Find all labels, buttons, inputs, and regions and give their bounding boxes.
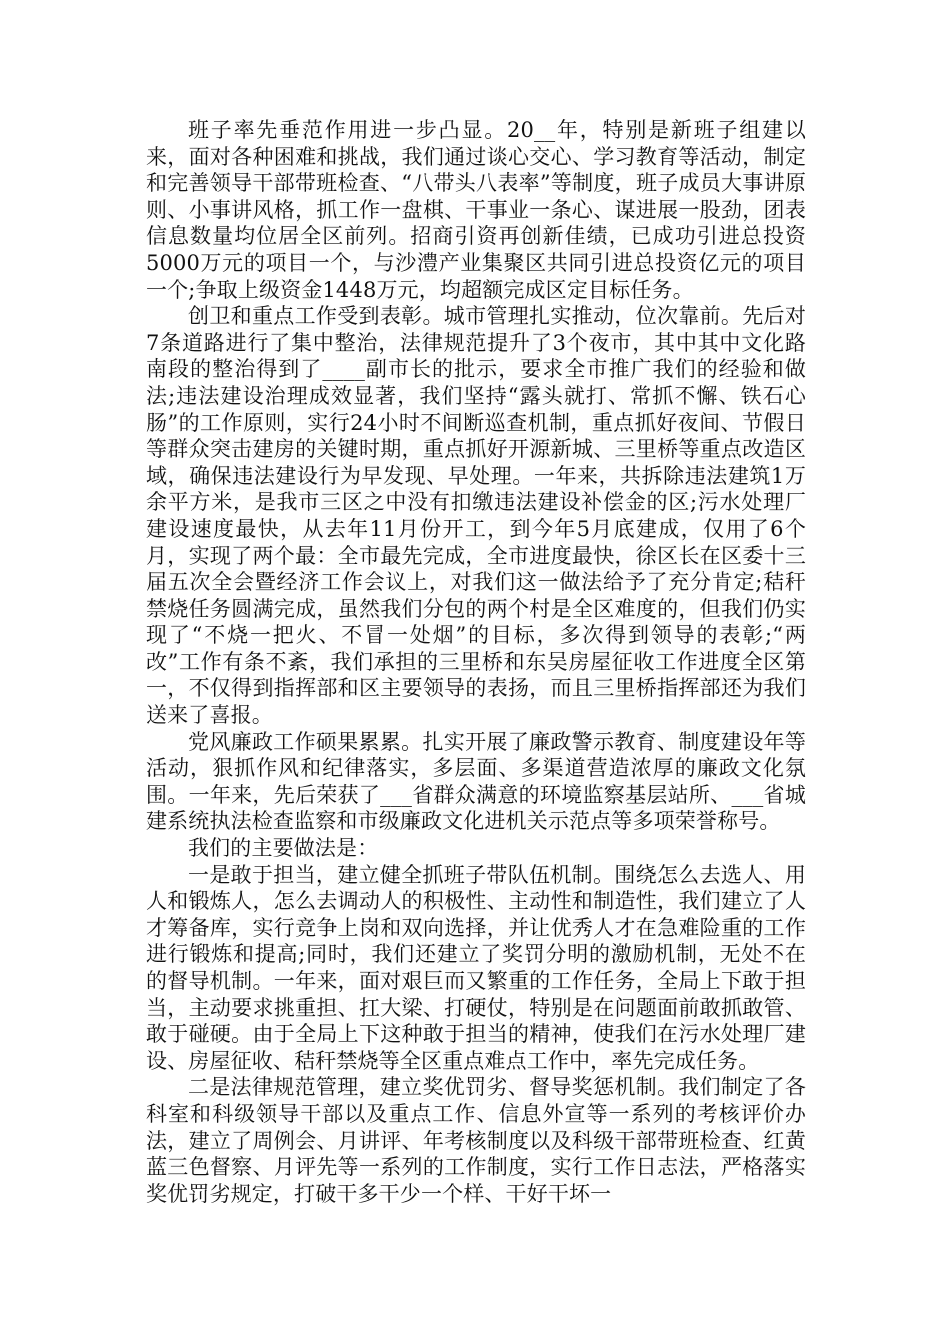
- paragraph-methods-intro: 我们的主要做法是：: [188, 836, 379, 861]
- paragraph-method-one: 一是敢于担当，建立健全抓班子带队伍机制。围绕怎么去选人、用人和锻炼人，怎么去调动人的积极性、主动性和制造性，我们建立了人才筹备库，实行竞争上岗和双向选择，并让优秀人才在急难险重的工作进行锻炼和提高;同时，我们还建立了奖罚分明的激励机制，无处不在的督导机制。一年来，面对艰巨而又繁重的工作任务，全局上下敢于担当，主动要求挑重担、扛大梁、打硬仗，特别是在问题面前敢抓敢管、敢于碰硬。由于全局上下这种敢于担当的精神，使我们在污水处理厂建设、房屋征收、秸秆禁烧等全区重点难点工作中，率先完成任务。: [146, 862, 806, 1073]
- paragraph-leadership: 班子率先垂范作用进一步凸显。20__年，特别是新班子组建以来，面对各种困难和挑战，我们通过谈心交心、学习教育等活动，制定和完善领导干部带班检查、“八带头八表率”等制度，班子成员大事讲原则、小事讲风格，抓工作一盘棋、干事业一条心、谋进展一股劲，团表信息数量均位居全区前列。招商引资再创新佳绩，已成功引进总投资5000万元的项目一个，与沙澧产业集聚区共同引进总投资亿元的项目一个;争取上级资金1448万元，均超额完成区定目标任务。: [146, 118, 806, 302]
- document-body: [146, 117, 806, 1207]
- paragraph-key-work: 创卫和重点工作受到表彰。城市管理扎实推动，位次靠前。先后对7条道路进行了集中整治，法律规范提升了3个夜市，其中其中文化路南段的整治得到了____副市长的批示，要求全市推广我们的经验和做法;违法建设治理成效显著，我们坚持“露头就打、常抓不懈、铁石心肠”的工作原则，实行24小时不间断巡查机制，重点抓好夜间、节假日等群众突击建房的关键时期，重点抓好开源新城、三里桥等重点改造区域，确保违法建设行为早发现、早处理。一年来，共拆除违法建筑1万余平方米，是我市三区之中没有扣缴违法建设补偿金的区;污水处理厂建设速度最快，从去年11月份开工，到今年5月底建成，仅用了6个月，实现了两个最：全市最先完成，全市进度最快，徐区长在区委十三届五次全会暨经济工作会议上，对我们这一做法给予了充分肯定;秸秆禁烧任务圆满完成，虽然我们分包的两个村是全区难度的，但我们仍实现了“不烧一把火、不冒一处烟”的目标，多次得到领导的表彰;“两改”工作有条不紊，我们承担的三里桥和东吴房屋征收工作进度全区第一，不仅得到指挥部和区主要领导的表扬，而且三里桥指挥部还为我们送来了喜报。: [146, 304, 806, 728]
- paragraph-method-two: 二是法律规范管理，建立奖优罚劣、督导奖惩机制。我们制定了各科室和科级领导干部以及重点工作、信息外宣等一系列的考核评价办法，建立了周例会、月讲评、年考核制度以及科级干部带班检查、红黄蓝三色督察、月评先等一系列的工作制度，实行工作日志法，严格落实奖优罚劣规定，打破干多干少一个样、干好干坏一: [146, 1075, 806, 1206]
- paragraph-integrity: 党风廉政工作硕果累累。扎实开展了廉政警示教育、制度建设年等活动，狠抓作风和纪律落实，多层面、多渠道营造浓厚的廉政文化氛围。一年来，先后荣获了___省群众满意的环境监察基层站所、___省城建系统执法检查监察和市级廉政文化进机关示范点等多项荣誉称号。: [146, 729, 806, 834]
